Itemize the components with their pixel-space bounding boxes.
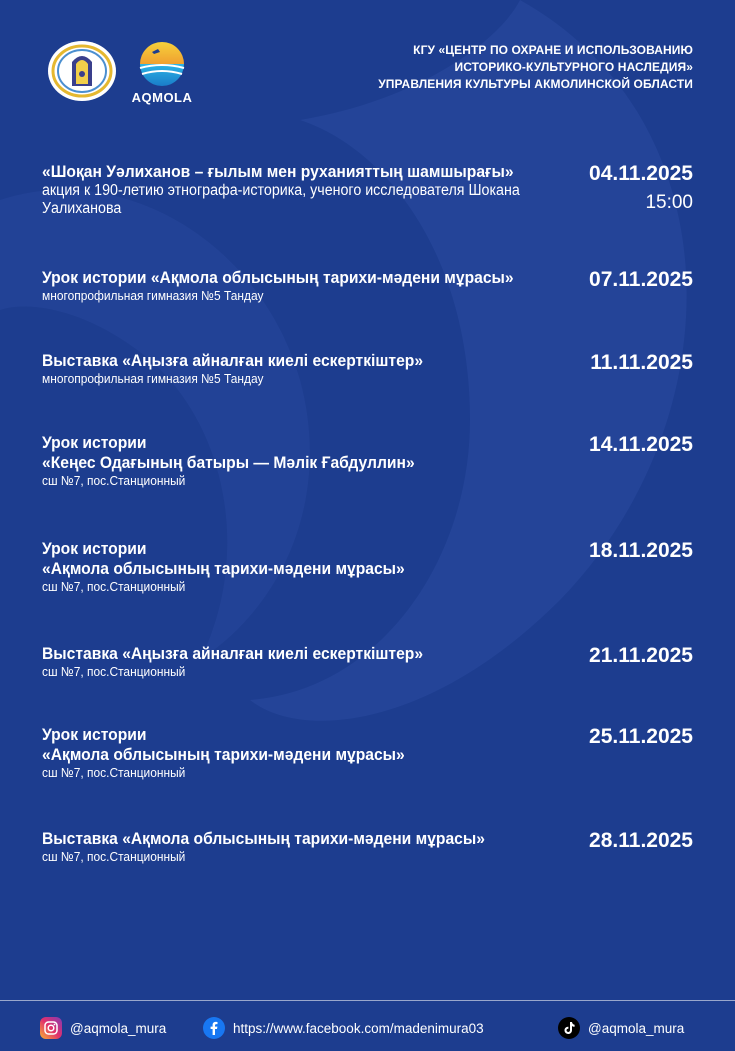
event-title: Урок истории — [42, 725, 147, 744]
tiktok-handle[interactable]: @aqmola_mura — [588, 1020, 685, 1036]
event-date: 25.11.2025 — [589, 725, 693, 748]
org-line: КГУ «ЦЕНТР ПО ОХРАНЕ И ИСПОЛЬЗОВАНИЮ — [413, 43, 693, 57]
tiktok-icon — [558, 1017, 580, 1039]
footer — [0, 1000, 735, 1051]
instagram-icon — [40, 1017, 62, 1039]
event-title-line2: «Кеңес Одағының батыры — Мәлік Ғабдуллин» — [42, 453, 415, 472]
event-title: Урок истории — [42, 433, 147, 452]
instagram-link[interactable] — [40, 1017, 166, 1039]
event-date: 07.11.2025 — [589, 268, 693, 291]
facebook-url[interactable]: https://www.facebook.com/madenimura03 — [233, 1020, 484, 1036]
event-date: 04.11.2025 — [589, 162, 693, 185]
event-title: Выставка «Аңызға айналған киелі ескерткіштер» — [42, 351, 424, 370]
event-title: Выставка «Аңызға айналған киелі ескерткіштер» — [42, 644, 424, 663]
event-place: многопрофильная гимназия №5 Тандау — [42, 288, 264, 303]
event-place: сш №7, пос.Станционный — [42, 579, 186, 594]
event-place: сш №7, пос.Станционный — [42, 473, 186, 488]
event-item — [42, 162, 693, 218]
event-item — [42, 829, 693, 864]
event-item — [42, 644, 693, 679]
event-item — [42, 433, 693, 488]
event-title: Урок истории — [42, 539, 147, 558]
event-place: сш №7, пос.Станционный — [42, 849, 186, 864]
event-place: многопрофильная гимназия №5 Тандау — [42, 371, 264, 386]
event-date: 18.11.2025 — [589, 539, 693, 562]
event-item — [42, 539, 693, 594]
emblem-logo — [46, 40, 118, 102]
event-title: Выставка «Ақмола облысының тарихи-мәдени мұрасы» — [42, 829, 485, 848]
event-item — [42, 268, 693, 303]
event-title-line2: «Ақмола облысының тарихи-мәдени мұрасы» — [42, 559, 405, 578]
event-description: акция к 190-летию этнографа-историка, ученого исследователя Шокана Уалиханова — [42, 182, 520, 217]
event-date: 11.11.2025 — [590, 351, 693, 374]
event-date: 21.11.2025 — [589, 644, 693, 667]
event-date: 14.11.2025 — [589, 433, 693, 456]
event-title: «Шоқан Уәлиханов – ғылым мен руханияттың шамшырағы» — [42, 162, 514, 181]
header — [0, 0, 735, 120]
facebook-link[interactable] — [203, 1017, 484, 1039]
event-place: сш №7, пос.Станционный — [42, 765, 186, 780]
org-line: ИСТОРИКО-КУЛЬТУРНОГО НАСЛЕДИЯ» — [454, 60, 693, 74]
event-title-line2: «Ақмола облысының тарихи-мәдени мұрасы» — [42, 745, 405, 764]
organization-name — [333, 42, 693, 93]
event-place: сш №7, пос.Станционный — [42, 664, 186, 679]
event-date: 28.11.2025 — [589, 829, 693, 852]
event-time: 15:00 — [645, 192, 693, 213]
instagram-handle[interactable]: @aqmola_mura — [70, 1020, 167, 1036]
event-item — [42, 351, 693, 386]
aqmola-label: AQMOLA — [131, 90, 193, 105]
aqmola-logo — [122, 38, 202, 108]
org-line: УПРАВЛЕНИЯ КУЛЬТУРЫ АКМОЛИНСКОЙ ОБЛАСТИ — [378, 77, 693, 91]
event-title: Урок истории «Ақмола облысының тарихи-мәдени мұрасы» — [42, 268, 514, 287]
facebook-icon — [203, 1017, 225, 1039]
tiktok-link[interactable] — [558, 1017, 684, 1039]
event-item — [42, 725, 693, 780]
